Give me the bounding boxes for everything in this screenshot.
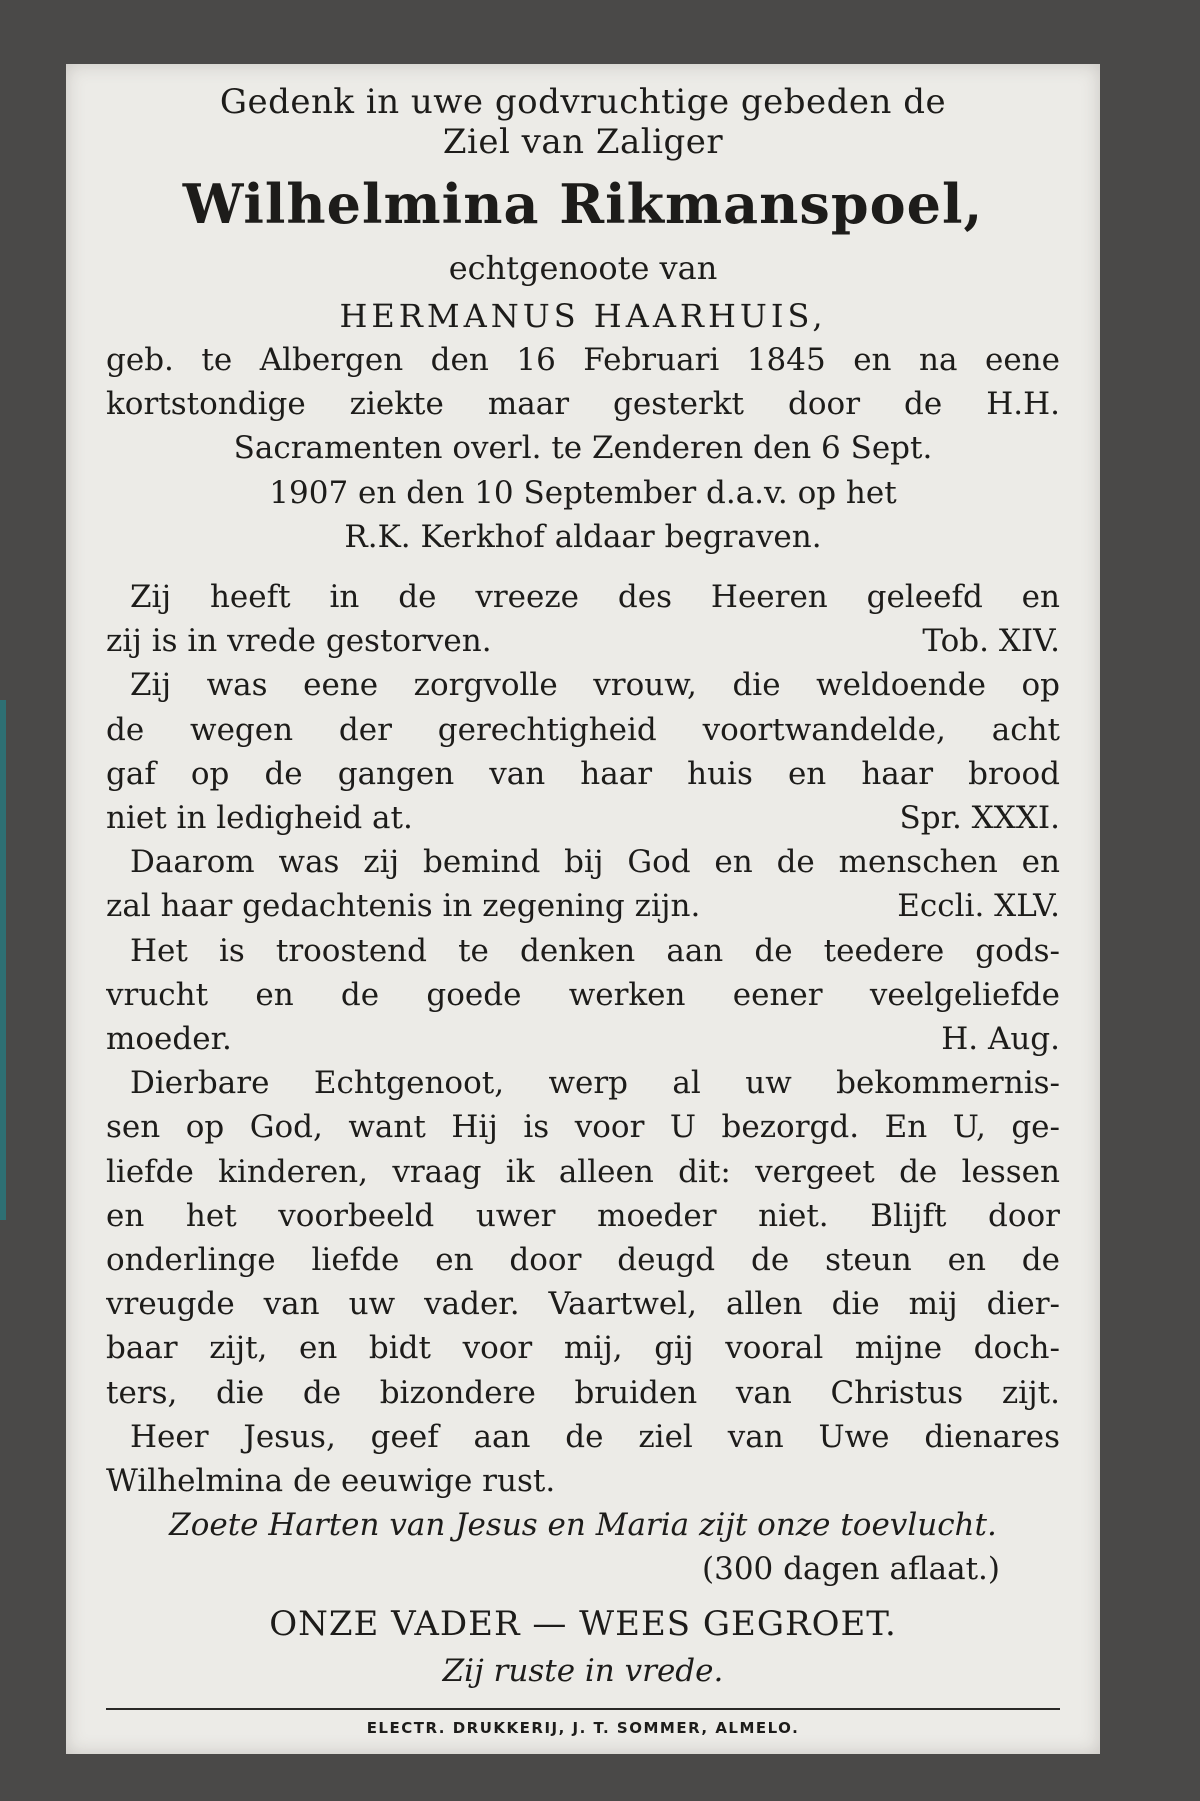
quote-line: Daarom was zij bemind bij God en de menschen en — [130, 844, 1060, 881]
farewell-line: Heer Jesus, geef aan de ziel van Uwe dienares — [130, 1418, 1060, 1455]
printer-imprint: ELECTR. DRUKKERIJ, J. T. SOMMER, ALMELO. — [366, 1719, 800, 1737]
prayers: ONZE VADER — WEES GEGROET. — [269, 1604, 897, 1645]
quote-tobit — [106, 575, 1060, 663]
bio-line: Sacramenten overl. te Zenderen den 6 Sept. — [233, 430, 933, 467]
quote-line — [106, 884, 1060, 928]
quote-reference: H. Aug. — [941, 1021, 1060, 1058]
quote-reference: Eccli. XLV. — [897, 888, 1060, 925]
quote-line — [106, 1017, 1060, 1061]
quote-line — [106, 796, 1060, 840]
quote-line: Het is troostend te denken aan de teedere gods- — [130, 932, 1060, 969]
quote-line: de wegen der gerechtigheid voortwandelde, acht — [106, 711, 1060, 748]
card-content — [106, 82, 1060, 1693]
header-line-2: Ziel van Zaliger — [442, 122, 724, 162]
quote-ecclesiasticus — [106, 840, 1060, 928]
farewell-message — [106, 1061, 1060, 1503]
farewell-line: Dierbare Echtgenoot, werp al uw bekommernis- — [130, 1065, 1060, 1102]
biography — [106, 338, 1060, 559]
quote-augustine — [106, 929, 1060, 1062]
bio-line: geb. te Albergen den 16 Februari 1845 en na eene — [106, 342, 1060, 378]
farewell-line: vreugde van uw vader. Vaartwel, allen die mij dier- — [106, 1286, 1060, 1323]
quote-text: niet in ledigheid at. — [106, 800, 413, 837]
header-line-1: Gedenk in uwe godvruchtige gebeden de — [219, 82, 947, 122]
farewell-line: onderlinge liefde en door deugd de steun en de — [106, 1242, 1060, 1279]
quote-line: Zij heeft in de vreeze des Heeren geleefd en — [130, 579, 1060, 616]
bio-line: R.K. Kerkhof aldaar begraven. — [344, 518, 822, 555]
farewell-line: ters, die de bizondere bruiden van Christus zijt. — [106, 1374, 1060, 1411]
farewell-line: en het voorbeeld uwer moeder niet. Blijft door — [106, 1197, 1060, 1234]
quote-text: zal haar gedachtenis in zegening zijn. — [106, 888, 701, 925]
farewell-line: liefde kinderen, vraag ik alleen dit: vergeet de lessen — [106, 1153, 1060, 1190]
quote-line: Zij was eene zorgvolle vrouw, die weldoende op — [130, 667, 1060, 704]
spouse-name: HERMANUS HAARHUIS, — [339, 297, 827, 335]
scan-edge — [0, 700, 6, 1220]
bio-line: 1907 en den 10 September d.a.v. op het — [269, 474, 897, 511]
quote-text: moeder. — [106, 1021, 232, 1058]
invocation: Zoete Harten van Jesus en Maria zijt onze toevlucht. — [169, 1507, 997, 1544]
farewell-line: baar zijt, en bidt voor mij, gij vooral mijne doch- — [106, 1330, 1060, 1367]
closing-line: Zij ruste in vrede. — [442, 1653, 724, 1690]
quote-line — [106, 619, 1060, 663]
deceased-name: Wilhelmina Rikmanspoel, — [182, 172, 984, 236]
quote-reference: Spr. XXXI. — [899, 800, 1060, 837]
quote-proverbs — [106, 663, 1060, 840]
quote-reference: Tob. XIV. — [922, 623, 1060, 660]
indulgence: (300 dagen aflaat.) — [702, 1551, 1000, 1588]
quote-line: vrucht en de goede werken eener veelgeliefde — [106, 976, 1060, 1013]
bio-line: kortstondige ziekte maar gesterkt door de H.H. — [106, 386, 1060, 423]
farewell-line: sen op God, want Hij is voor U bezorgd. En U, ge- — [106, 1109, 1060, 1146]
spouse-intro: echtgenoote van — [448, 249, 718, 287]
quote-text: zij is in vrede gestorven. — [106, 623, 492, 660]
memorial-card — [66, 64, 1100, 1754]
farewell-line: Wilhelmina de eeuwige rust. — [106, 1463, 556, 1500]
quote-line: gaf op de gangen van haar huis en haar brood — [106, 755, 1060, 792]
footer-rule — [106, 1708, 1060, 1710]
